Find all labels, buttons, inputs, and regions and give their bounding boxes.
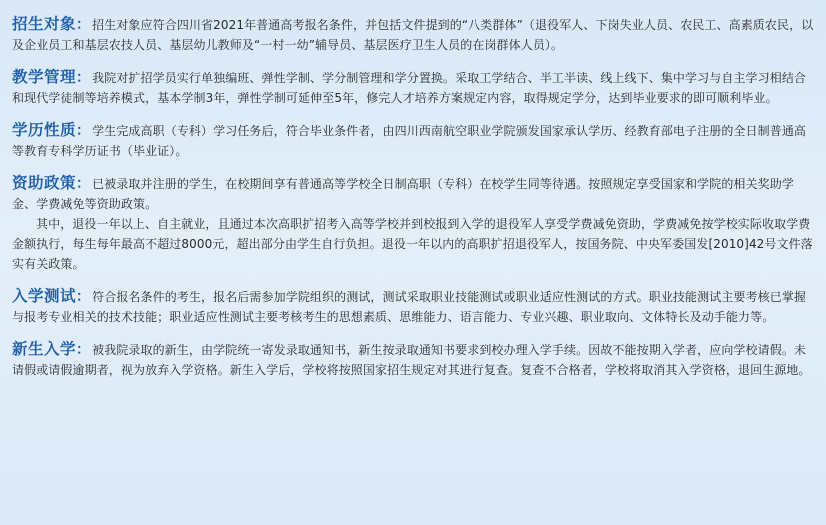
section-degree-nature [12, 120, 814, 161]
heading-colon: ： [76, 17, 91, 33]
heading-colon: ： [76, 176, 91, 192]
section-heading: 学历性质 [12, 121, 77, 139]
section-heading: 教学管理 [12, 68, 77, 86]
section-body: 招生对象应符合四川省2021年普通高考报名条件，并包括文件提到的“八类群体”（退役军人、下岗失业人员、农民工、高素质农民，以及企业员工和基层农技人员、基层幼儿教师及“一村一幼”辅导员、基层医疗卫生人员的在岗群体人员）。 [12, 18, 814, 52]
section-body: 我院对扩招学员实行单独编班、弹性学制、学分制管理和学分置换。采取工学结合、半工半读、线上线下、集中学习与自主学习相结合和现代学徒制等培养模式，基本学制3年，弹性学制可延伸至5年，修完人才培养方案规定内容，取得规定学分，达到毕业要求的即可顺利毕业。 [12, 71, 807, 105]
heading-colon: ： [76, 342, 91, 358]
section-body: 学生完成高职（专科）学习任务后，符合毕业条件者，由四川西南航空职业学院颁发国家承认学历、经教育部电子注册的全日制普通高等教育专科学历证书（毕业证）。 [12, 124, 807, 158]
section-body: 已被录取并注册的学生，在校期间享有普通高等学校全日制高职（专科）在校学生同等待遇。按照规定享受国家和学院的相关奖助学金、学费减免等资助政策。 [12, 177, 794, 211]
section-entrance-test [12, 286, 814, 327]
section-body: 被我院录取的新生，由学院统一寄发录取通知书，新生按录取通知书要求到校办理入学手续。因故不能按期入学者，应向学校请假。未请假或请假逾期者，视为放弃入学资格。新生入学后，学校将按照国家招生规定对其进行复查。复查不合格者，学校将取消其入学资格，退回生源地。 [12, 343, 811, 377]
section-recruitment-target [12, 14, 814, 55]
section-financial-aid [12, 173, 814, 274]
section-body: 符合报名条件的考生，报名后需参加学院组织的测试，测试采取职业技能测试或职业适应性测试的方式。职业技能测试主要考核已掌握与报考专业相关的技术技能；职业适应性测试主要考核考生的思想素质、思维能力、语言能力、专业兴趣、职业取向、文体特长及动手能力等。 [12, 290, 807, 324]
section-teaching-management [12, 67, 814, 108]
section-heading: 入学测试 [12, 287, 77, 305]
heading-colon: ： [76, 123, 91, 139]
heading-colon: ： [76, 70, 91, 86]
heading-colon: ： [76, 289, 91, 305]
section-body-paragraph-2: 其中，退役一年以上、自主就业，且通过本次高职扩招考入高等学校并到校报到入学的退役军人享受学费减免资助，学费减免按学校实际收取学费金额执行，每生每年最高不超过8000元，超出部分由学生自行负担。退役一年以内的高职扩招退役军人，按国务院、中央军委国发[2010]42号文件落实有关政策。 [12, 217, 813, 271]
section-heading: 新生入学 [12, 340, 77, 358]
section-heading: 招生对象 [12, 15, 77, 33]
section-heading: 资助政策 [12, 174, 77, 192]
section-new-student-enrollment [12, 339, 814, 380]
